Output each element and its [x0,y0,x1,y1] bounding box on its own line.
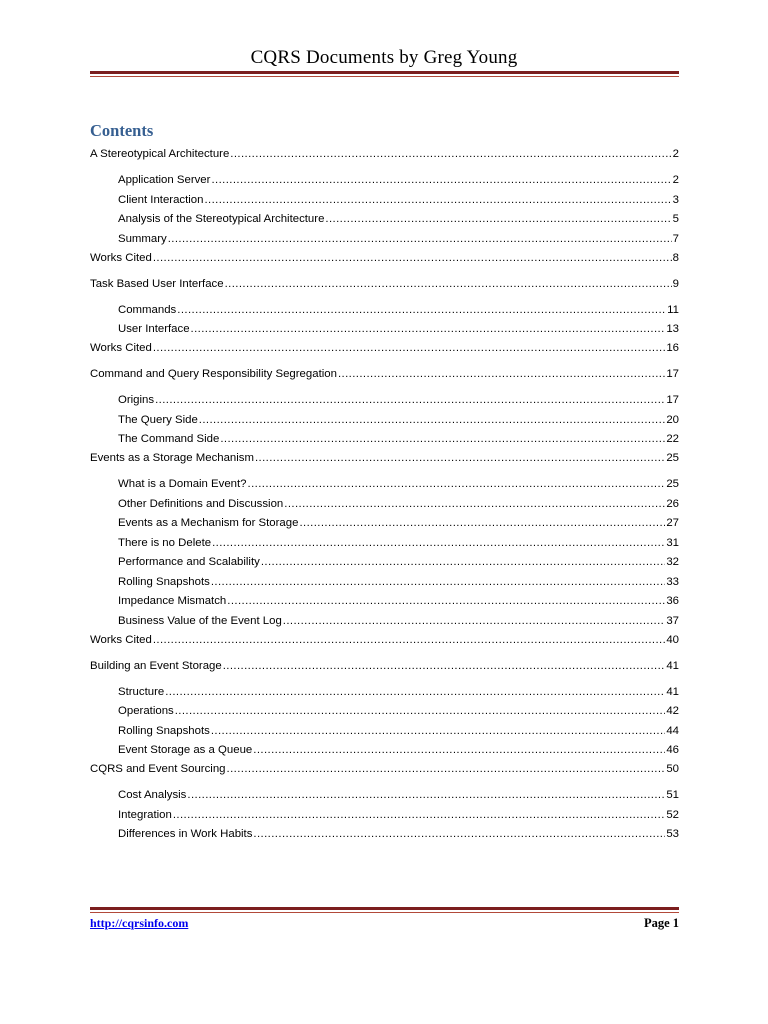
toc-dot-leader [227,593,665,609]
footer-rule [90,907,679,910]
toc-entry-section[interactable] [118,172,679,188]
toc-entry-title: User Interface [118,323,190,335]
toc-entry-title: The Command Side [118,433,220,445]
toc-entry-title: What is a Domain Event? [118,478,247,490]
toc-entry-title: Integration [118,808,172,821]
toc-dot-leader [230,146,671,162]
toc-entry-section[interactable] [118,476,679,492]
toc-entry-page: 13 [666,323,679,335]
toc-entry-page: 16 [666,342,679,354]
toc-entry-section[interactable] [118,807,679,823]
toc-dot-leader [284,496,665,512]
toc-dot-leader [253,826,665,842]
toc-entry-page: 2 [672,174,679,186]
toc-entry-page: 31 [666,536,679,549]
toc-entry-chapter[interactable] [90,276,679,292]
header-rule-thin [90,76,679,77]
toc-entry-page: 20 [666,413,679,426]
document-header-title: CQRS Documents by Greg Young [250,47,518,68]
toc-dot-leader [223,658,666,674]
toc-entry-title: Cost Analysis [118,789,187,801]
toc-dot-leader [165,684,665,700]
toc-dot-leader [212,535,665,551]
toc-entry-section[interactable] [118,515,679,531]
toc-entry-title: Analysis of the Stereotypical Architecture [118,213,325,225]
toc-entry-page: 17 [666,394,679,406]
toc-entry-title: Business Value of the Event Log [118,614,282,627]
toc-entry-chapter[interactable] [90,340,679,356]
toc-entry-page: 36 [666,595,679,607]
toc-entry-page: 25 [666,452,679,464]
toc-dot-leader [187,787,665,803]
toc-dot-leader [253,742,665,758]
toc-entry-title: Other Definitions and Discussion [118,497,284,510]
toc-entry-title: CQRS and Event Sourcing [90,763,226,775]
toc-entry-section[interactable] [118,192,679,208]
toc-entry-page: 50 [666,763,679,775]
toc-dot-leader [191,321,666,337]
toc-dot-leader [211,172,671,188]
toc-entry-section[interactable] [118,392,679,408]
toc-entry-page: 51 [666,789,679,801]
toc-entry-page: 41 [666,659,679,672]
toc-dot-leader [153,340,666,356]
toc-entry-page: 33 [666,575,679,588]
toc-dot-leader [177,302,666,318]
toc-entry-page: 44 [666,724,679,737]
toc-entry-title: Works Cited [90,342,152,354]
toc-entry-title: Commands [118,303,177,316]
toc-entry-page: 25 [666,478,679,490]
toc-dot-leader [153,250,672,266]
toc-entry-title: Event Storage as a Queue [118,744,253,756]
toc-entry-title: Operations [118,705,174,717]
toc-entry-page: 26 [666,497,679,510]
footer-rule-thin [90,912,679,913]
toc-entry-section[interactable] [118,787,679,803]
toc-entry-page: 40 [666,633,679,646]
toc-entry-chapter[interactable] [90,450,679,466]
toc-entry-section[interactable] [118,613,679,629]
toc-entry-page: 9 [672,277,679,290]
toc-entry-chapter[interactable] [90,250,679,266]
toc-entry-section[interactable] [118,554,679,570]
toc-dot-leader [173,807,666,823]
toc-entry-title: Events as a Storage Mechanism [90,452,254,464]
toc-entry-section[interactable] [118,723,679,739]
toc-entry-page: 8 [672,251,679,264]
toc-entry-page: 37 [666,614,679,627]
toc-entry-page: 42 [666,705,679,717]
toc-entry-page: 32 [666,556,679,568]
toc-dot-leader [175,703,666,719]
toc-entry-chapter[interactable] [90,146,679,162]
toc-dot-leader [283,613,666,629]
toc-entry-page: 22 [666,433,679,445]
toc-entry-page: 46 [666,744,679,756]
toc-dot-leader [299,515,665,531]
toc-entry-page: 7 [672,232,679,245]
toc-entry-section[interactable] [118,535,679,551]
toc-entry-page: 27 [666,517,679,529]
toc-entry-chapter[interactable] [90,366,679,382]
toc-entry-page: 53 [666,828,679,840]
toc-entry-section[interactable] [118,302,679,318]
toc-entry-title: The Query Side [118,413,198,426]
footer-website-link[interactable]: http://cqrsinfo.com [90,916,189,930]
toc-dot-leader [227,761,666,777]
toc-entry-title: Building an Event Storage [90,659,222,672]
toc-entry-title: Structure [118,685,165,698]
toc-entry-title: Works Cited [90,633,152,646]
toc-entry-section[interactable] [118,431,679,447]
contents-heading: Contents [90,121,154,140]
toc-entry-chapter[interactable] [90,658,679,674]
toc-dot-leader [204,192,671,208]
toc-entry-section[interactable] [118,412,679,428]
toc-entry-chapter[interactable] [90,761,679,777]
toc-entry-section[interactable] [118,703,679,719]
toc-entry-title: Rolling Snapshots [118,575,210,588]
toc-dot-leader [248,476,666,492]
toc-dot-leader [153,632,666,648]
toc-entry-title: Works Cited [90,251,152,264]
footer-page-number: Page 1 [643,916,679,930]
toc-dot-leader [255,450,665,466]
toc-entry-section[interactable] [118,496,679,512]
toc-entry-page: 2 [672,148,679,160]
toc-entry-title: A Stereotypical Architecture [90,148,230,160]
toc-entry-section[interactable] [118,231,679,247]
toc-dot-leader [211,574,666,590]
toc-dot-leader [211,723,666,739]
toc-entry-page: 41 [666,685,679,698]
toc-dot-leader [155,392,665,408]
toc-entry-title: Application Server [118,174,211,186]
toc-entry-page: 5 [672,213,679,225]
toc-entry-page: 3 [672,193,679,206]
toc-entry-section[interactable] [118,826,679,842]
toc-entry-section[interactable] [118,574,679,590]
toc-dot-leader [338,366,665,382]
toc-entry-chapter[interactable] [90,632,679,648]
toc-dot-leader [325,211,671,227]
toc-entry-title: Differences in Work Habits [118,828,253,840]
toc-entry-section[interactable] [118,321,679,337]
toc-entry-page: 17 [666,368,679,380]
toc-entry-title: Command and Query Responsibility Segregation [90,368,337,380]
toc-entry-title: Rolling Snapshots [118,724,210,737]
toc-entry-title: Task Based User Interface [90,277,224,290]
toc-dot-leader [225,276,672,292]
toc-entry-title: Impedance Mismatch [118,595,227,607]
toc-dot-leader [261,554,666,570]
toc-entry-section[interactable] [118,684,679,700]
toc-entry-title: Performance and Scalability [118,556,260,568]
toc-entry-section[interactable] [118,742,679,758]
toc-entry-title: Summary [118,232,167,245]
toc-entry-page: 52 [666,808,679,821]
toc-entry-section[interactable] [118,593,679,609]
toc-entry-page: 11 [667,303,679,316]
toc-entry-title: Client Interaction [118,193,204,206]
toc-entry-title: There is no Delete [118,536,212,549]
toc-entry-section[interactable] [118,211,679,227]
toc-entry-title: Events as a Mechanism for Storage [118,517,299,529]
header-rule [90,71,679,74]
toc-dot-leader [199,412,666,428]
toc-dot-leader [220,431,665,447]
toc-entry-title: Origins [118,394,155,406]
toc-dot-leader [168,231,672,247]
